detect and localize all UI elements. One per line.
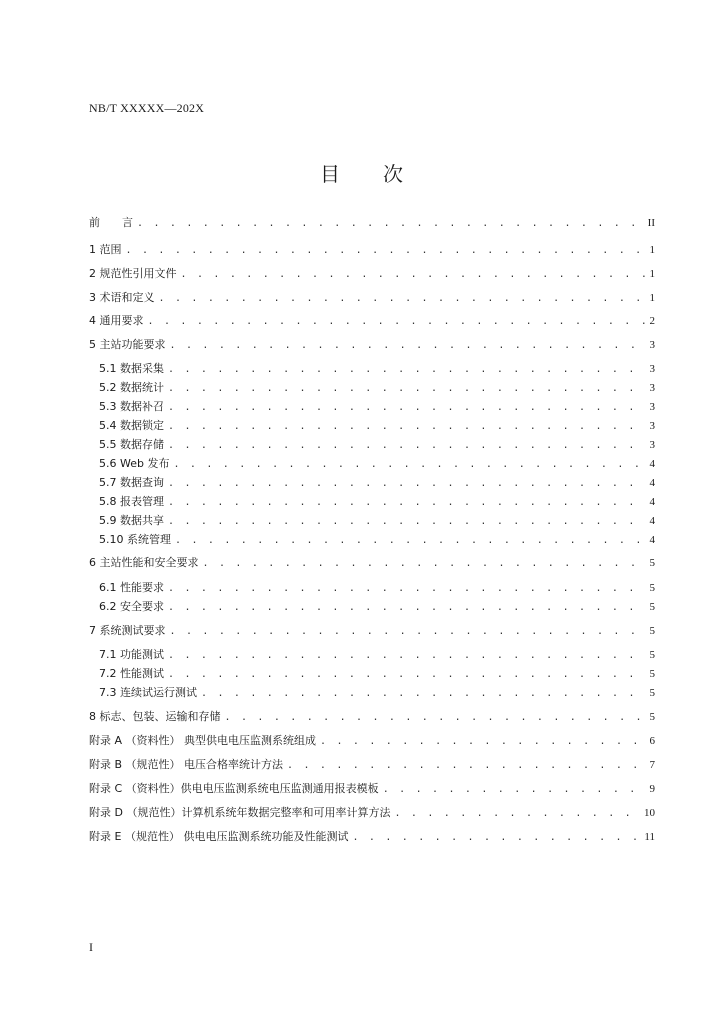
toc-entry-label: 附录 B （规范性） 电压合格率统计方法 bbox=[89, 758, 284, 771]
toc-entry-appendix-c[interactable] bbox=[89, 780, 655, 797]
toc-entry-page: II bbox=[647, 217, 655, 229]
toc-leader-dots bbox=[170, 623, 647, 640]
footer-page-number: I bbox=[89, 940, 93, 954]
toc-entry-label: 7.3 连续试运行测试 bbox=[99, 686, 197, 699]
toc-leader-dots bbox=[168, 399, 647, 416]
toc-entry-6-1[interactable] bbox=[99, 579, 655, 596]
toc-entry-page: 3 bbox=[649, 339, 655, 351]
toc-leader-dots bbox=[201, 685, 647, 702]
toc-entry-label: 5.4 数据锁定 bbox=[99, 419, 164, 432]
toc-entry-7-3[interactable] bbox=[99, 684, 655, 701]
toc-entry-label: 5.5 数据存储 bbox=[99, 438, 164, 451]
toc-entry-label: 附录 E （规范性） 供电电压监测系统功能及性能测试 bbox=[89, 830, 349, 843]
toc-leader-dots bbox=[148, 313, 647, 330]
toc-leader-dots bbox=[168, 418, 647, 435]
toc-entry-label: 5.1 数据采集 bbox=[99, 362, 164, 375]
toc-entry-appendix-b[interactable] bbox=[89, 756, 655, 773]
toc-entry-page: 1 bbox=[649, 292, 655, 304]
toc-entry-3[interactable] bbox=[89, 289, 655, 306]
toc-entry-page: 2 bbox=[649, 315, 655, 327]
toc-entry-page: 9 bbox=[649, 783, 655, 795]
toc-entry-label: 6.2 安全要求 bbox=[99, 600, 164, 613]
toc-entry-label: 前 言 bbox=[89, 216, 133, 229]
toc-entry-page: 1 bbox=[649, 244, 655, 256]
toc-entry-appendix-e[interactable] bbox=[89, 828, 655, 845]
toc-entry-page: 5 bbox=[649, 625, 655, 637]
toc-entry-6-2[interactable] bbox=[99, 598, 655, 615]
toc-entry-page: 5 bbox=[649, 687, 655, 699]
toc-entry-label: 附录 C （资料性）供电电压监测系统电压监测通用报表模板 bbox=[89, 782, 379, 795]
toc-leader-dots bbox=[181, 266, 647, 283]
toc-leader-dots bbox=[159, 290, 647, 307]
toc-entry-label: 6.1 性能要求 bbox=[99, 581, 164, 594]
toc-entry-4[interactable] bbox=[89, 312, 655, 329]
toc-leader-dots bbox=[126, 242, 647, 259]
toc-entry-label: 6 主站性能和安全要求 bbox=[89, 556, 199, 569]
toc-leader-dots bbox=[168, 475, 647, 492]
toc-entry-page: 3 bbox=[649, 420, 655, 432]
toc-leader-dots bbox=[168, 666, 647, 683]
toc-entry-7-1[interactable] bbox=[99, 646, 655, 663]
toc-entry-page: 1 bbox=[649, 268, 655, 280]
toc-leader-dots bbox=[168, 437, 647, 454]
toc-leader-dots bbox=[287, 757, 646, 774]
toc-entry-page: 3 bbox=[649, 439, 655, 451]
toc-entry-page: 4 bbox=[649, 458, 655, 470]
toc-leader-dots bbox=[168, 599, 647, 616]
toc-entry-2[interactable] bbox=[89, 265, 655, 282]
toc-entry-5[interactable] bbox=[89, 336, 655, 353]
toc-entry-page: 5 bbox=[649, 668, 655, 680]
toc-leader-dots bbox=[352, 829, 641, 846]
toc-entry-label: 3 术语和定义 bbox=[89, 291, 155, 304]
toc-leader-dots bbox=[173, 456, 646, 473]
toc-entry-5-2[interactable] bbox=[99, 379, 655, 396]
toc-entry-label: 7.2 性能测试 bbox=[99, 667, 164, 680]
toc-entry-label: 1 范围 bbox=[89, 243, 122, 256]
toc-entry-page: 5 bbox=[649, 582, 655, 594]
toc-leader-dots bbox=[225, 709, 647, 726]
toc-entry-5-10[interactable] bbox=[99, 531, 655, 548]
toc-entry-5-3[interactable] bbox=[99, 398, 655, 415]
toc-leader-dots bbox=[168, 494, 647, 511]
toc-entry-5-6[interactable] bbox=[99, 455, 655, 472]
toc-entry-page: 4 bbox=[649, 534, 655, 546]
toc-entry-5-9[interactable] bbox=[99, 512, 655, 529]
toc-entry-5-4[interactable] bbox=[99, 417, 655, 434]
toc-entry-label: 5.10 系统管理 bbox=[99, 533, 171, 546]
toc-leader-dots bbox=[168, 647, 647, 664]
toc-entry-appendix-d[interactable] bbox=[89, 804, 655, 821]
toc-entry-7[interactable] bbox=[89, 622, 655, 639]
toc-entry-5-7[interactable] bbox=[99, 474, 655, 491]
toc-entry-page: 5 bbox=[649, 711, 655, 723]
toc-leader-dots bbox=[168, 380, 647, 397]
toc-entry-label: 7 系统测试要求 bbox=[89, 624, 166, 637]
toc-entry-8[interactable] bbox=[89, 708, 655, 725]
toc-entry-label: 5.7 数据查询 bbox=[99, 476, 164, 489]
toc-entry-label: 7.1 功能测试 bbox=[99, 648, 164, 661]
toc-entry-page: 5 bbox=[649, 601, 655, 613]
toc-title: 目 次 bbox=[320, 162, 404, 186]
toc-leader-dots bbox=[168, 580, 647, 597]
toc-leader-dots bbox=[137, 215, 645, 232]
toc-entry-5-5[interactable] bbox=[99, 436, 655, 453]
toc-entry-page: 4 bbox=[649, 496, 655, 508]
toc-entry-label: 5.8 报表管理 bbox=[99, 495, 164, 508]
toc-entry-label: 4 通用要求 bbox=[89, 314, 144, 327]
toc-entry-page: 3 bbox=[649, 363, 655, 375]
toc-entry-page: 3 bbox=[649, 401, 655, 413]
toc-entry-page: 4 bbox=[649, 515, 655, 527]
toc-entry-preface[interactable] bbox=[89, 214, 655, 231]
toc-leader-dots bbox=[383, 781, 647, 798]
toc-leader-dots bbox=[168, 361, 647, 378]
toc-entry-page: 7 bbox=[649, 759, 655, 771]
toc-entry-appendix-a[interactable] bbox=[89, 732, 655, 749]
document-code: NB/T XXXXX—202X bbox=[89, 101, 205, 115]
toc-leader-dots bbox=[175, 532, 647, 549]
toc-entry-label: 5.2 数据统计 bbox=[99, 381, 164, 394]
toc-entry-page: 5 bbox=[649, 557, 655, 569]
toc-entry-5-1[interactable] bbox=[99, 360, 655, 377]
toc-entry-label: 5.3 数据补召 bbox=[99, 400, 164, 413]
toc-entry-label: 5.9 数据共享 bbox=[99, 514, 164, 527]
toc-leader-dots bbox=[168, 513, 647, 530]
toc-entry-label: 附录 A （资料性） 典型供电电压监测系统组成 bbox=[89, 734, 317, 747]
toc-entry-7-2[interactable] bbox=[99, 665, 655, 682]
toc-entry-1[interactable] bbox=[89, 241, 655, 258]
toc-entry-page: 11 bbox=[644, 831, 655, 843]
toc-leader-dots bbox=[203, 555, 647, 572]
toc-entry-page: 4 bbox=[649, 477, 655, 489]
toc-entry-6[interactable] bbox=[89, 554, 655, 571]
toc-entry-label: 附录 D （规范性）计算机系统年数据完整率和可用率计算方法 bbox=[89, 806, 391, 819]
toc-entry-page: 5 bbox=[649, 649, 655, 661]
toc-entry-5-8[interactable] bbox=[99, 493, 655, 510]
toc-entry-label: 2 规范性引用文件 bbox=[89, 267, 177, 280]
toc-entry-label: 8 标志、包装、运输和存储 bbox=[89, 710, 221, 723]
toc-entry-label: 5 主站功能要求 bbox=[89, 338, 166, 351]
toc-leader-dots bbox=[170, 337, 647, 354]
toc-entry-page: 6 bbox=[649, 735, 655, 747]
toc-entry-label: 5.6 Web 发布 bbox=[99, 457, 170, 470]
toc-leader-dots bbox=[394, 805, 641, 822]
toc-leader-dots bbox=[320, 733, 646, 750]
toc-entry-page: 3 bbox=[649, 382, 655, 394]
toc-entry-page: 10 bbox=[644, 807, 655, 819]
